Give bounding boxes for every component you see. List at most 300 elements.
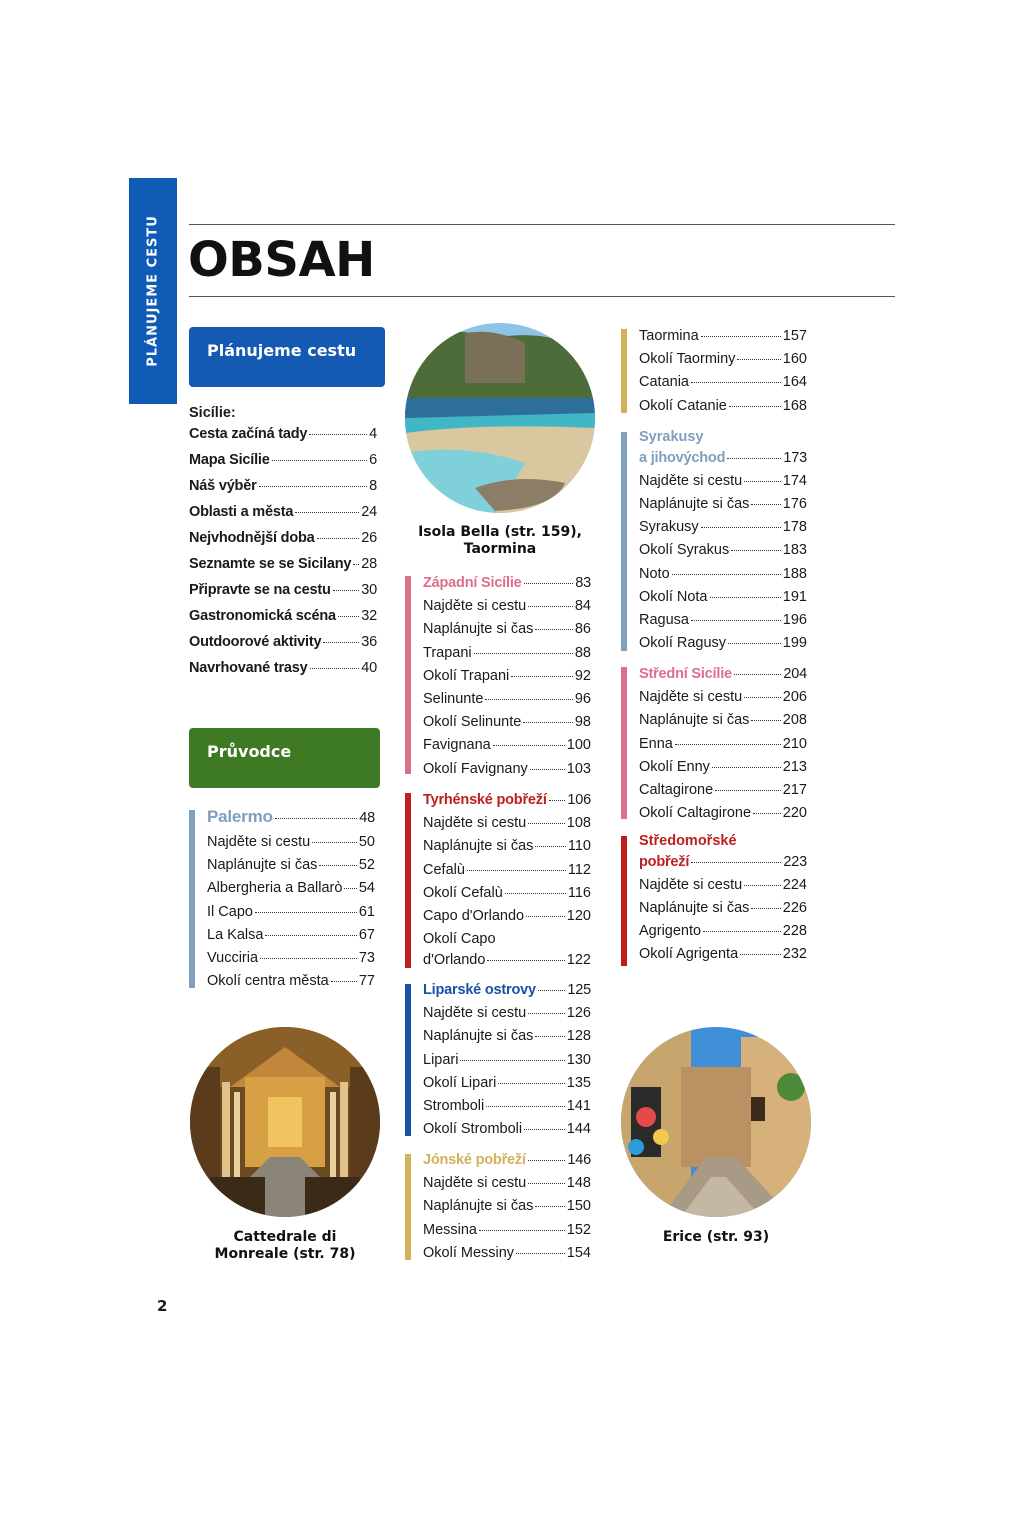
central-toc-entry[interactable]	[639, 781, 807, 799]
toc-entry-page: 110	[567, 838, 591, 855]
toc-entry-title: Okolí Favignany	[423, 760, 528, 777]
dot-leader	[751, 504, 780, 505]
tyrrhenian-section-entry[interactable]	[423, 791, 591, 809]
dot-leader	[535, 1036, 564, 1037]
mediterranean-toc-entry[interactable]	[639, 945, 807, 963]
toc-entry-page: 26	[361, 530, 377, 546]
tyrrhenian-toc-entry[interactable]	[423, 861, 591, 879]
dot-leader	[467, 870, 566, 871]
planning-toc-entry[interactable]	[189, 633, 377, 651]
toc-entry-title: Nejvhodnější doba	[189, 530, 315, 546]
toc-entry-page: 52	[358, 857, 375, 874]
toc-entry-page: 188	[782, 565, 807, 582]
ionian-cont-toc-entry[interactable]	[639, 350, 807, 368]
tyrrhenian-toc-entry[interactable]	[423, 837, 591, 855]
dot-leader	[701, 527, 781, 528]
dot-leader	[538, 990, 566, 991]
toc-entry-page: 146	[567, 1152, 591, 1168]
western-toc-entry[interactable]	[423, 736, 591, 754]
side-section-tab	[129, 178, 177, 404]
palermo-toc-entry[interactable]	[207, 856, 375, 874]
western-toc-entry[interactable]	[423, 644, 591, 662]
dot-leader	[710, 597, 781, 598]
syracuse-toc-entry[interactable]	[639, 518, 807, 536]
tyrrhenian-toc-entry[interactable]	[423, 884, 591, 902]
syracuse-toc-entry[interactable]	[639, 634, 807, 652]
dot-leader	[526, 916, 565, 917]
dot-leader	[530, 769, 565, 770]
dot-leader	[535, 629, 572, 630]
toc-entry-title: Okolí Syrakus	[639, 542, 730, 559]
toc-entry-page: 116	[567, 884, 591, 901]
central-toc-entry[interactable]	[639, 758, 807, 776]
toc-entry-page: 32	[361, 608, 377, 624]
toc-entry-title: Najděte si cestu	[423, 1175, 527, 1192]
toc-entry-title: Trapani	[423, 644, 472, 661]
dot-leader	[691, 862, 781, 863]
caption-monreale-line2: Monreale (str. 78)	[214, 1246, 356, 1262]
dot-leader	[498, 1083, 564, 1084]
toc-entry-title: Okolí Agrigenta	[639, 946, 739, 963]
toc-entry-page: 210	[782, 735, 807, 752]
toc-entry-title: Mapa Sicílie	[189, 452, 270, 468]
dot-leader	[728, 643, 781, 644]
toc-entry-title: Ragusa	[639, 611, 689, 628]
dot-leader	[259, 486, 368, 487]
syracuse-section-entry[interactable]	[639, 449, 807, 467]
toc-entry-page: 208	[782, 712, 807, 729]
syracuse-heading-line1: Syrakusy	[639, 429, 704, 445]
toc-entry-title: Okolí Nota	[639, 588, 708, 605]
lipari-toc-entry[interactable]	[423, 1097, 591, 1115]
mediterranean-toc-entry[interactable]	[639, 922, 807, 940]
toc-entry-page: 28	[361, 556, 377, 572]
dot-leader	[549, 800, 566, 801]
toc-entry-title: Capo d'Orlando	[423, 908, 525, 924]
toc-entry-page: 122	[566, 951, 591, 968]
toc-entry-page: 213	[782, 758, 807, 775]
mediterranean-bar	[621, 836, 627, 966]
palermo-toc-entry[interactable]	[207, 972, 375, 990]
toc-entry-page: 128	[566, 1028, 591, 1045]
palermo-toc-entry[interactable]	[207, 926, 375, 944]
syracuse-toc-entry[interactable]	[639, 565, 807, 583]
toc-entry-page: 160	[782, 351, 807, 368]
page-title: OBSAH	[188, 232, 375, 288]
toc-entry-title: Syrakusy	[639, 519, 699, 536]
dot-leader	[265, 935, 356, 936]
toc-entry-page: 148	[566, 1175, 591, 1192]
dot-leader	[731, 550, 781, 551]
toc-entry-title: Messina	[423, 1221, 477, 1238]
palermo-section-entry[interactable]	[207, 808, 375, 827]
toc-entry-page: 152	[566, 1221, 591, 1238]
toc-entry-page: 88	[574, 644, 591, 661]
mediterranean-section-entry[interactable]	[639, 853, 807, 871]
toc-entry-title: Agrigento	[639, 923, 702, 940]
toc-entry-title: Okolí Stromboli	[423, 1121, 523, 1138]
section-planning-button[interactable]: Plánujeme cestu	[189, 327, 385, 387]
dot-leader	[310, 668, 360, 669]
toc-entry-page: 54	[358, 880, 375, 897]
western-toc-entry[interactable]	[423, 713, 591, 731]
toc-entry-page: 228	[782, 923, 807, 940]
palermo-toc-entry[interactable]	[207, 879, 375, 897]
toc-entry-title: Cefalù	[423, 861, 465, 878]
dot-leader	[740, 954, 781, 955]
dot-leader	[753, 813, 781, 814]
toc-entry-title: a jihovýchod	[639, 449, 726, 466]
tyrrhenian-entry-line1: Okolí Capo	[423, 931, 496, 948]
toc-entry-page: 36	[361, 634, 377, 650]
dot-leader	[751, 720, 780, 721]
toc-entry-title: Okolí Catanie	[639, 397, 727, 414]
caption-isola-line2: Taormina	[463, 541, 537, 557]
toc-entry-page: 126	[566, 1005, 591, 1022]
photo-monreale-cathedral	[190, 1027, 380, 1217]
ionian-bar	[405, 1154, 411, 1260]
toc-entry-title: Navrhované trasy	[189, 660, 308, 676]
toc-entry-title: Okolí Trapani	[423, 667, 510, 684]
planning-header: Sicílie:	[189, 405, 236, 421]
toc-entry-page: 67	[358, 926, 375, 943]
toc-entry-title: Seznamte se se Sicilany	[189, 556, 352, 572]
dot-leader	[479, 1230, 565, 1231]
toc-entry-page: 8	[369, 478, 377, 494]
toc-entry-page: 174	[782, 472, 807, 489]
western-bar	[405, 576, 411, 774]
toc-entry-page: 61	[358, 903, 375, 920]
toc-entry-title: La Kalsa	[207, 926, 264, 943]
dot-leader	[744, 481, 781, 482]
toc-entry-page: 96	[574, 691, 591, 707]
dot-leader	[344, 888, 356, 889]
page-number: 2	[157, 1297, 168, 1315]
central-bar	[621, 667, 627, 819]
dot-leader	[511, 676, 573, 677]
toc-entry-page: 157	[782, 328, 807, 344]
lipari-toc-entry[interactable]	[423, 1027, 591, 1045]
toc-entry-page: 108	[566, 815, 591, 832]
central-section-entry[interactable]	[639, 665, 807, 683]
dot-leader	[727, 458, 781, 459]
toc-entry-title: Stromboli	[423, 1098, 485, 1114]
ionian-toc-entry[interactable]	[423, 1221, 591, 1239]
dot-leader	[275, 818, 358, 819]
ionian-toc-entry[interactable]	[423, 1174, 591, 1192]
toc-entry-page: 103	[566, 760, 591, 777]
toc-entry-page: 224	[782, 876, 807, 893]
dot-leader	[675, 744, 781, 745]
toc-entry-page: 30	[361, 582, 377, 598]
toc-entry-page: 120	[566, 908, 591, 924]
toc-entry-title: Okolí Caltagirone	[639, 805, 752, 822]
lipari-section-entry[interactable]	[423, 981, 591, 999]
dot-leader	[535, 846, 565, 847]
toc-entry-page: 173	[783, 449, 807, 466]
caption-isola-line1: Isola Bella (str. 159),	[418, 524, 582, 540]
western-section-entry[interactable]	[423, 574, 591, 592]
mediterranean-heading-line1: Středomořské	[639, 833, 737, 849]
toc-entry-title: Naplánujte si čas	[639, 712, 750, 729]
dot-leader	[505, 893, 566, 894]
dot-leader	[272, 460, 368, 461]
toc-entry-title: Favignana	[423, 737, 491, 754]
toc-entry-page: 125	[567, 982, 591, 998]
toc-entry-title: Najděte si cestu	[423, 815, 527, 832]
photo-isola-bella	[405, 323, 595, 513]
toc-entry-page: 141	[566, 1098, 591, 1114]
dot-leader	[751, 908, 780, 909]
dot-leader	[744, 885, 781, 886]
toc-entry-title: Caltagirone	[639, 782, 714, 798]
toc-entry-title: Palermo	[207, 807, 273, 826]
toc-entry-page: 226	[782, 899, 807, 916]
ionian-cont-toc-entry[interactable]	[639, 397, 807, 415]
dot-leader	[317, 538, 360, 539]
ionian-toc-entry[interactable]	[423, 1197, 591, 1215]
toc-entry-title: Střední Sicílie	[639, 666, 732, 682]
central-toc-entry[interactable]	[639, 804, 807, 822]
planning-toc-entry[interactable]	[189, 503, 377, 521]
caption-monreale-line1: Cattedrale di	[233, 1229, 337, 1245]
toc-entry-title: pobřeží	[639, 853, 690, 870]
caption-erice-line1: Erice (str. 93)	[662, 1229, 770, 1245]
toc-entry-page: 112	[567, 861, 591, 878]
dot-leader	[331, 981, 357, 982]
dot-leader	[486, 1106, 565, 1107]
toc-entry-page: 204	[783, 666, 807, 682]
ionian-cont-toc-entry[interactable]	[639, 327, 807, 345]
photo-erice	[621, 1027, 811, 1217]
toc-entry-title: Najděte si cestu	[639, 472, 743, 489]
dot-leader	[528, 1013, 565, 1014]
toc-entry-title: Najděte si cestu	[639, 689, 743, 706]
dot-leader	[333, 590, 360, 591]
syracuse-toc-entry[interactable]	[639, 611, 807, 629]
toc-entry-title: Gastronomická scéna	[189, 608, 336, 624]
western-toc-entry[interactable]	[423, 760, 591, 778]
toc-entry-title: Vucciria	[207, 950, 259, 966]
toc-entry-title: Cesta začíná tady	[189, 426, 308, 442]
dot-leader	[691, 382, 781, 383]
toc-entry-page: 199	[782, 635, 807, 652]
syracuse-toc-entry[interactable]	[639, 588, 807, 606]
toc-entry-page: 6	[369, 452, 377, 468]
toc-entry-title: Selinunte	[423, 691, 484, 707]
tyrrhenian-toc-entry[interactable]	[423, 814, 591, 832]
toc-entry-title: Il Capo	[207, 903, 253, 920]
toc-entry-page: 183	[782, 542, 807, 559]
dot-leader	[255, 912, 357, 913]
toc-entry-page: 223	[783, 853, 807, 870]
toc-entry-title: Okolí Cefalù	[423, 884, 503, 901]
toc-entry-title: Taormina	[639, 328, 699, 344]
palermo-toc-entry[interactable]	[207, 949, 375, 967]
toc-entry-title: Okolí Ragusy	[639, 635, 727, 652]
title-rule-top	[189, 224, 895, 225]
toc-entry-page: 98	[574, 714, 591, 731]
dot-leader	[703, 931, 781, 932]
toc-entry-page: 196	[782, 611, 807, 628]
toc-entry-page: 130	[566, 1051, 591, 1068]
toc-entry-title: Okolí Messiny	[423, 1244, 515, 1261]
dot-leader	[524, 1129, 565, 1130]
syracuse-toc-entry[interactable]	[639, 495, 807, 513]
dot-leader	[338, 616, 359, 617]
lipari-toc-entry[interactable]	[423, 1051, 591, 1069]
dot-leader	[528, 1183, 565, 1184]
toc-entry-page: 92	[574, 667, 591, 684]
ionian-section-entry[interactable]	[423, 1151, 591, 1169]
toc-entry-title: Naplánujte si čas	[207, 857, 318, 874]
toc-entry-page: 48	[359, 810, 375, 826]
toc-entry-title: Naplánujte si čas	[639, 899, 750, 916]
dot-leader	[524, 583, 574, 584]
planning-toc-entry[interactable]	[189, 581, 377, 599]
mediterranean-toc-entry[interactable]	[639, 876, 807, 894]
dot-leader	[485, 699, 572, 700]
planning-toc-entry[interactable]	[189, 451, 377, 469]
dot-leader	[744, 697, 781, 698]
toc-entry-page: 217	[782, 782, 807, 798]
dot-leader	[528, 1160, 566, 1161]
toc-entry-title: Catania	[639, 374, 689, 391]
toc-entry-page: 232	[782, 946, 807, 963]
toc-entry-title: Najděte si cestu	[207, 834, 311, 850]
title-rule-bottom	[189, 296, 895, 297]
toc-entry-title: Najděte si cestu	[423, 598, 527, 615]
central-toc-entry[interactable]	[639, 735, 807, 753]
toc-entry-title: Naplánujte si čas	[423, 1028, 534, 1045]
dot-leader	[715, 790, 781, 791]
toc-entry-title: Naplánujte si čas	[423, 1198, 534, 1215]
lipari-toc-entry[interactable]	[423, 1120, 591, 1138]
planning-toc-entry[interactable]	[189, 529, 377, 547]
toc-entry-page: 135	[566, 1074, 591, 1091]
palermo-toc-entry[interactable]	[207, 903, 375, 921]
toc-entry-title: Tyrhénské pobřeží	[423, 792, 547, 808]
dot-leader	[323, 642, 359, 643]
lipari-bar	[405, 984, 411, 1136]
toc-entry-title: Náš výběr	[189, 478, 257, 494]
toc-entry-page: 168	[782, 397, 807, 414]
caption-monreale	[190, 1229, 380, 1263]
toc-entry-page: 83	[575, 575, 591, 591]
toc-entry-title: Naplánujte si čas	[423, 621, 534, 638]
section-guide-button[interactable]: Průvodce	[189, 728, 380, 788]
toc-entry-page: 73	[358, 950, 375, 966]
toc-entry-page: 154	[566, 1244, 591, 1261]
toc-entry-page: 4	[369, 426, 377, 442]
dot-leader	[672, 574, 781, 575]
toc-entry-title: Okolí Enny	[639, 758, 710, 775]
ionian-cont-bar	[621, 329, 627, 413]
ionian-toc-entry[interactable]	[423, 1244, 591, 1262]
toc-entry-title: Noto	[639, 565, 670, 582]
toc-entry-page: 164	[782, 374, 807, 391]
toc-entry-page: 84	[574, 598, 591, 615]
ionian-cont-toc-entry[interactable]	[639, 373, 807, 391]
palermo-bar	[189, 810, 195, 988]
toc-entry-page: 150	[566, 1198, 591, 1215]
toc-entry-title: Okolí Lipari	[423, 1074, 497, 1091]
tyrrhenian-toc-entry[interactable]	[423, 951, 591, 969]
dot-leader	[734, 674, 782, 675]
dot-leader	[460, 1060, 564, 1061]
western-toc-entry[interactable]	[423, 620, 591, 638]
toc-entry-title: Najděte si cestu	[639, 876, 743, 893]
toc-entry-page: 206	[782, 689, 807, 706]
caption-isola-bella	[405, 524, 595, 558]
central-toc-entry[interactable]	[639, 711, 807, 729]
planning-toc-entry[interactable]	[189, 659, 377, 677]
dot-leader	[528, 823, 565, 824]
syracuse-toc-entry[interactable]	[639, 472, 807, 490]
toc-entry-title: Okolí centra města	[207, 973, 329, 990]
dot-leader	[729, 406, 781, 407]
dot-leader	[535, 1206, 564, 1207]
mediterranean-toc-entry[interactable]	[639, 899, 807, 917]
toc-entry-page: 40	[361, 660, 377, 676]
dot-leader	[309, 434, 367, 435]
toc-entry-page: 77	[358, 973, 375, 990]
dot-leader	[474, 653, 573, 654]
dot-leader	[493, 745, 565, 746]
dot-leader	[260, 958, 357, 959]
planning-toc-entry[interactable]	[189, 477, 377, 495]
toc-entry-title: Okolí Taorminy	[639, 351, 736, 368]
dot-leader	[353, 564, 359, 565]
central-toc-entry[interactable]	[639, 688, 807, 706]
toc-entry-page: 144	[566, 1121, 591, 1138]
syracuse-bar	[621, 432, 627, 651]
toc-entry-title: Albergheria a Ballarò	[207, 880, 343, 897]
toc-entry-page: 86	[574, 621, 591, 638]
tyrrhenian-bar	[405, 793, 411, 968]
toc-entry-page: 24	[361, 504, 377, 520]
western-toc-entry[interactable]	[423, 690, 591, 708]
dot-leader	[737, 359, 780, 360]
dot-leader	[487, 960, 564, 961]
toc-entry-title: Připravte se na cestu	[189, 582, 331, 598]
toc-entry-title: Západní Sicílie	[423, 575, 522, 591]
planning-toc-entry[interactable]	[189, 607, 377, 625]
tyrrhenian-toc-entry[interactable]	[423, 907, 591, 925]
western-toc-entry[interactable]	[423, 597, 591, 615]
toc-entry-title: d'Orlando	[423, 951, 486, 968]
toc-entry-title: Jónské pobřeží	[423, 1152, 526, 1168]
lipari-toc-entry[interactable]	[423, 1074, 591, 1092]
side-tab-label: PLÁNUJEME CESTU	[145, 215, 161, 367]
dot-leader	[528, 606, 573, 607]
toc-entry-title: Naplánujte si čas	[423, 838, 534, 855]
lipari-toc-entry[interactable]	[423, 1004, 591, 1022]
caption-erice	[621, 1229, 811, 1246]
palermo-toc-entry[interactable]	[207, 833, 375, 851]
toc-entry-title: Outdoorové aktivity	[189, 634, 322, 650]
dot-leader	[712, 767, 781, 768]
toc-entry-page: 220	[782, 805, 807, 822]
planning-toc-entry[interactable]	[189, 555, 377, 573]
syracuse-toc-entry[interactable]	[639, 541, 807, 559]
western-toc-entry[interactable]	[423, 667, 591, 685]
dot-leader	[516, 1253, 565, 1254]
planning-toc-entry[interactable]	[189, 425, 377, 443]
dot-leader	[319, 865, 356, 866]
dot-leader	[312, 842, 357, 843]
dot-leader	[701, 336, 781, 337]
